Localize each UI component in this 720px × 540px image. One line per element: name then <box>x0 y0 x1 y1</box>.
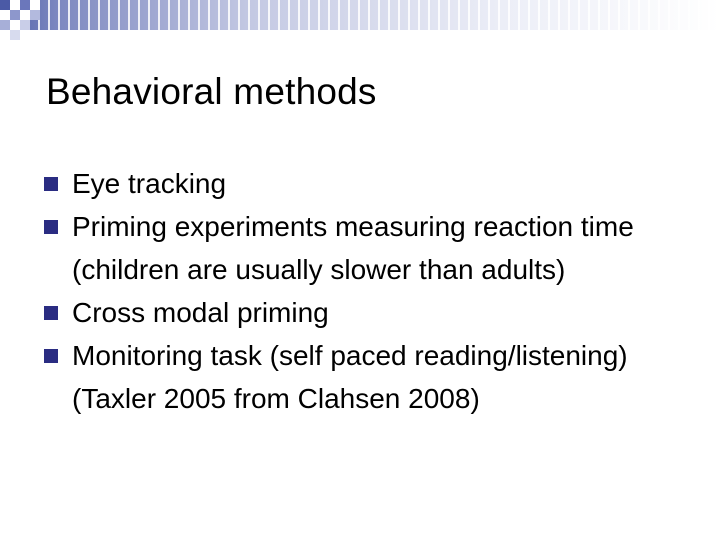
bullet-text: Monitoring task (self paced reading/listening) (Taxler 2005 from Clahsen 2008) <box>72 340 628 414</box>
checker-squares-decoration <box>0 0 44 44</box>
bullet-text: Priming experiments measuring reaction time (children are usually slower than adults) <box>72 211 634 285</box>
bullet-list <box>44 162 684 420</box>
bullet-text: Eye tracking <box>72 168 227 199</box>
square-bullet-icon <box>44 177 58 191</box>
square-bullet-icon <box>44 349 58 363</box>
slide-title: Behavioral methods <box>46 71 377 112</box>
square-bullet-icon <box>44 220 58 234</box>
bullet-item <box>44 291 684 334</box>
gradient-stripe-band <box>0 0 720 30</box>
bullet-text: Cross modal priming <box>72 297 329 328</box>
square-bullet-icon <box>44 306 58 320</box>
decorative-header-band <box>0 0 720 44</box>
bullet-item <box>44 334 684 420</box>
bullet-item <box>44 205 684 291</box>
bullet-item <box>44 162 684 205</box>
